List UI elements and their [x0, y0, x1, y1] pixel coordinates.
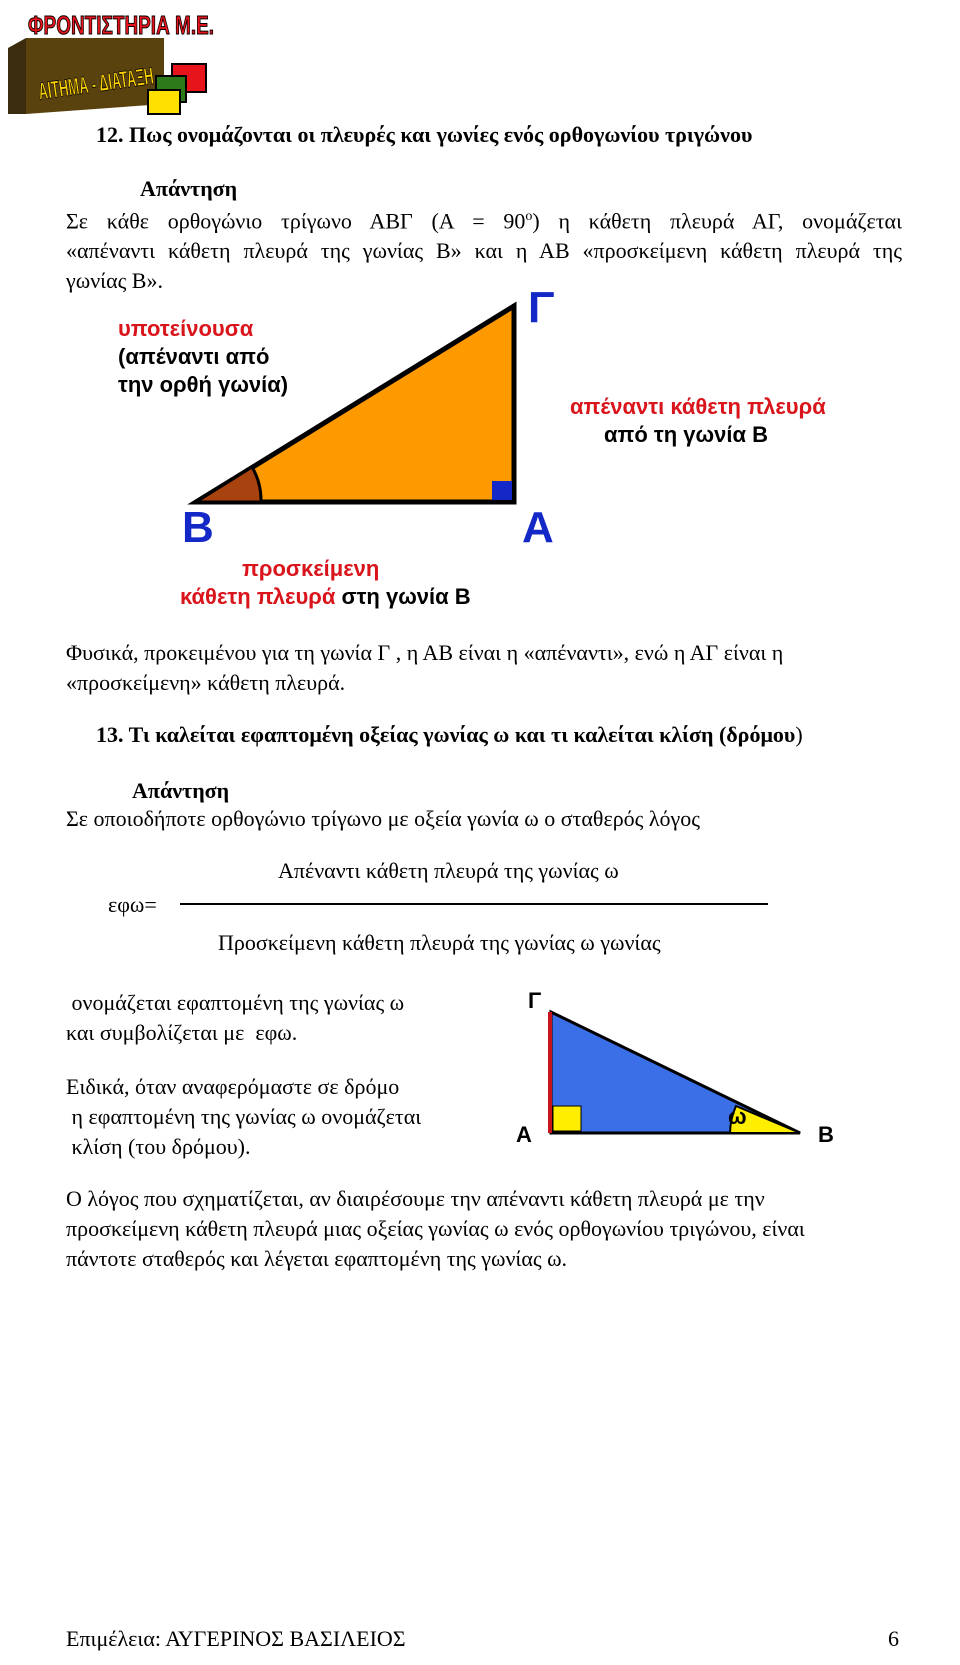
- footer-author: Επιμέλεια: ΑΥΓΕΡΙΝΟΣ ΒΑΣΙΛΕΙΟΣ: [66, 1626, 406, 1651]
- angle-omega-label: ω: [728, 1104, 747, 1129]
- q13-summary-line-2: προσκείμενη κάθετη πλευρά μιας οξείας γωνίας ω ενός ορθογωνίου τριγώνου, είναι: [66, 1216, 805, 1241]
- q12-line-1: Σε κάθε ορθογώνιο τρίγωνο ΑΒΓ $(A = 90^o)$ η κάθετη πλευρά ΑΓ, ονομάζεται: [66, 208, 903, 234]
- adjacent-side-label-1: προσκείμενη: [242, 556, 380, 581]
- q13-road-line-1: Ειδικά, όταν αναφερόμαστε σε δρόμο: [66, 1074, 400, 1099]
- answer-label: Απάντηση: [140, 176, 238, 201]
- q12-after-line-1: Φυσικά, προκειμένου για τη γωνία Γ , η ΑΒ είναι η «απέναντι», ενώ η ΑΓ είναι η: [66, 640, 784, 665]
- vertex-alpha-2: Α: [516, 1122, 532, 1147]
- q13-road-line-3: κλίση (του δρόμου).: [66, 1134, 251, 1159]
- opposite-side-label: απέναντι κάθετη πλευρά: [570, 394, 826, 419]
- q13-intro: Σε οποιοδήποτε ορθογώνιο τρίγωνο με οξεία γωνία ω ο σταθερός λόγος: [66, 806, 700, 831]
- q12-line-3: γωνίας Β».: [66, 268, 163, 294]
- q13-summary-line-1: Ο λόγος που σχηματίζεται, αν διαιρέσουμε την απέναντι κάθετη πλευρά με την: [66, 1186, 765, 1211]
- hypotenuse-label: υποτείνουσα: [118, 316, 254, 341]
- triangle-agb: [551, 1012, 800, 1133]
- hypotenuse-desc-2: την ορθή γωνία): [118, 372, 289, 397]
- right-angle-marker-2: [553, 1106, 581, 1131]
- vertex-beta-2: Β: [818, 1122, 834, 1147]
- hypotenuse-desc-1: (απέναντι από: [118, 344, 270, 369]
- adjacent-side-label-2: κάθετη πλευρά στη γωνία Β: [180, 584, 471, 609]
- question-13-heading: 13. Τι καλείται εφαπτομένη οξείας γωνίας ω και τι καλείται κλίση (δρόμου): [96, 722, 803, 747]
- logo-subtitle: ΑΙΤΗΜΑ - ΔΙΑΤΑΞΗ: [36, 48, 255, 106]
- fraction-numerator: Απέναντι κάθετη πλευρά της γωνίας ω: [278, 858, 619, 883]
- vertex-beta: Β: [182, 503, 214, 552]
- q12-line-2: «απέναντι κάθετη πλευρά της γωνίας Β» και η ΑΒ «προσκείμενη κάθετη πλευρά της: [66, 238, 902, 264]
- answer-label-13: Απάντηση: [132, 778, 230, 803]
- logo-title: ΦΡΟΝΤΙΣΤΗΡΙΑ Μ.Ε.: [28, 10, 214, 40]
- opposite-side-desc: από τη γωνία Β: [604, 422, 768, 447]
- q13-summary-line-3: πάντοτε σταθερός και λέγεται εφαπτομένη της γωνίας ω.: [66, 1246, 568, 1271]
- q13-named-line-1: ονομάζεται εφαπτομένη της γωνίας ω: [66, 990, 405, 1015]
- fraction-denominator: Προσκείμενη κάθετη πλευρά της γωνίας ω γωνίας: [218, 930, 661, 955]
- question-12-heading: 12. Πως ονομάζονται οι πλευρές και γωνίες ενός ορθογωνίου τριγώνου: [96, 122, 753, 147]
- q13-named-line-2: και συμβολίζεται με εφω.: [66, 1020, 298, 1045]
- vertex-alpha: Α: [522, 503, 554, 552]
- page-number: 6: [888, 1626, 899, 1651]
- vertex-gamma: Γ: [528, 283, 555, 332]
- vertex-gamma-2: Γ: [528, 988, 542, 1013]
- q13-summary-paragraph: [66, 1184, 886, 1274]
- q12-after-line-2: «προσκείμενη» κάθετη πλευρά.: [66, 670, 346, 695]
- fraction-lhs: εφω=: [108, 892, 157, 917]
- q13-road-line-2: η εφαπτομένη της γωνίας ω ονομάζεται: [66, 1104, 422, 1129]
